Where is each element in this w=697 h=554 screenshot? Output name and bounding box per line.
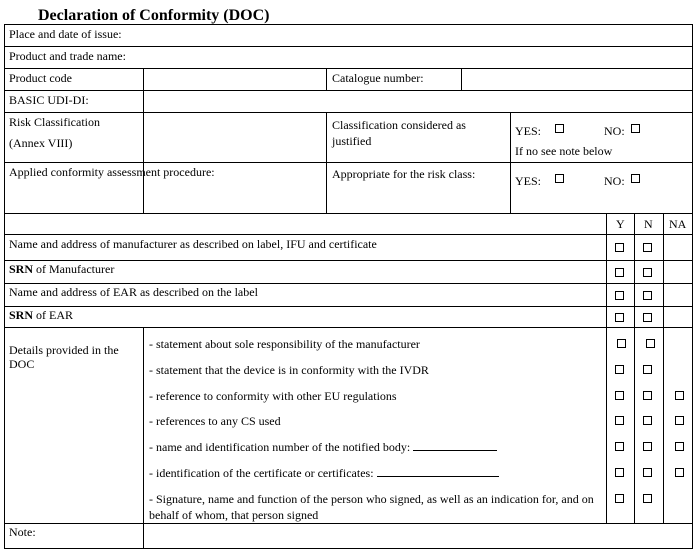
applied-procedure-label: Applied conformity assessment procedure: — [9, 165, 215, 179]
notified-body-blank-line[interactable] — [413, 440, 497, 451]
srn-manufacturer-rest: of Manufacturer — [33, 262, 115, 276]
place-date-label: Place and date of issue: — [9, 27, 122, 41]
product-trade-name-label: Product and trade name: — [9, 49, 126, 63]
detail-item-text: - name and identification number of the notified body: — [149, 440, 411, 454]
classification-justified-label: Classification considered as justified — [332, 118, 466, 148]
row-divider — [4, 112, 693, 113]
detail-item — [149, 440, 497, 454]
srn-ear-bold: SRN — [9, 308, 34, 322]
srn-ear-n-checkbox[interactable] — [643, 313, 652, 322]
row-divider — [4, 283, 693, 284]
detail-item-n-checkbox[interactable] — [643, 468, 652, 477]
detail-item-y-checkbox[interactable] — [615, 468, 624, 477]
detail-item-na-checkbox[interactable] — [675, 391, 684, 400]
table-border-right — [692, 24, 693, 549]
appropriate-risk-label: Appropriate for the risk class: — [332, 167, 476, 181]
detail-item-y-checkbox[interactable] — [617, 339, 626, 348]
detail-item-n-checkbox[interactable] — [643, 416, 652, 425]
detail-item-y-checkbox[interactable] — [615, 365, 624, 374]
srn-ear-y-checkbox[interactable] — [615, 313, 624, 322]
appropriate-yes-checkbox[interactable] — [555, 174, 564, 183]
detail-item-n-checkbox[interactable] — [643, 365, 652, 374]
no-note-label: If no see note below — [515, 144, 613, 158]
detail-item-n-checkbox[interactable] — [643, 494, 652, 503]
detail-item-na-checkbox[interactable] — [675, 468, 684, 477]
appropriate-no-label: NO: — [604, 174, 625, 188]
row-divider — [4, 213, 693, 214]
detail-item: - statement that the device is in conformity with the IVDR — [149, 363, 429, 377]
detail-item: - Signature, name and function of the person who signed, as well as an indication for, and on behalf of whom, that person signed — [149, 492, 594, 522]
row-divider — [4, 68, 693, 69]
row-divider — [4, 234, 693, 235]
certificate-blank-line[interactable] — [377, 466, 499, 477]
column-header-na: NA — [669, 217, 687, 231]
appropriate-yes-label: YES: — [515, 174, 542, 188]
row-divider — [4, 306, 693, 307]
row-divider — [4, 260, 693, 261]
detail-item-na-checkbox[interactable] — [675, 442, 684, 451]
row-divider — [4, 46, 693, 47]
srn-manufacturer-bold: SRN — [9, 262, 34, 276]
manufacturer-address-y-checkbox[interactable] — [615, 243, 624, 252]
col-divider — [510, 112, 511, 213]
col-divider — [606, 213, 607, 523]
justified-yes-checkbox[interactable] — [555, 124, 564, 133]
justified-yes-label: YES: — [515, 124, 542, 138]
detail-item: - statement about sole responsibility of the manufacturer — [149, 337, 420, 351]
srn-manufacturer-y-checkbox[interactable] — [615, 268, 624, 277]
row-divider — [4, 523, 693, 524]
details-label: Details provided in the DOC — [9, 343, 119, 371]
risk-annex-label: (Annex VIII) — [9, 136, 73, 150]
col-divider — [663, 213, 664, 523]
detail-item-n-checkbox[interactable] — [643, 442, 652, 451]
ear-address-label: Name and address of EAR as described on the label — [9, 285, 258, 299]
table-border-top — [4, 24, 693, 25]
product-code-label: Product code — [9, 71, 72, 85]
column-header-y: Y — [616, 217, 625, 231]
row-divider — [4, 90, 693, 91]
document-title: Declaration of Conformity (DOC) — [38, 7, 270, 24]
detail-item: - reference to conformity with other EU regulations — [149, 389, 397, 403]
justified-no-checkbox[interactable] — [631, 124, 640, 133]
col-divider — [326, 112, 327, 213]
basic-udi-label: BASIC UDI-DI: — [9, 93, 89, 107]
appropriate-no-checkbox[interactable] — [631, 174, 640, 183]
manufacturer-address-label: Name and address of manufacturer as described on label, IFU and certificate — [9, 237, 377, 251]
justified-no-label: NO: — [604, 124, 625, 138]
detail-item-n-checkbox[interactable] — [646, 339, 655, 348]
row-divider — [4, 162, 693, 163]
ear-address-y-checkbox[interactable] — [615, 291, 624, 300]
table-border-bottom — [4, 548, 693, 549]
detail-item-na-checkbox[interactable] — [675, 416, 684, 425]
detail-item-y-checkbox[interactable] — [615, 442, 624, 451]
catalogue-number-label: Catalogue number: — [332, 71, 424, 85]
risk-classification-label: Risk Classification — [9, 115, 100, 129]
row-divider — [4, 327, 693, 328]
srn-manufacturer-n-checkbox[interactable] — [643, 268, 652, 277]
detail-item — [149, 466, 499, 480]
col-divider — [143, 327, 144, 549]
detail-item-text: - identification of the certificate or certificates: — [149, 466, 374, 480]
table-border-left — [4, 24, 5, 549]
detail-item-y-checkbox[interactable] — [615, 494, 624, 503]
col-divider — [143, 68, 144, 213]
srn-ear-label — [9, 308, 73, 322]
manufacturer-address-n-checkbox[interactable] — [643, 243, 652, 252]
col-divider — [326, 68, 327, 90]
detail-item-n-checkbox[interactable] — [643, 391, 652, 400]
detail-item: - references to any CS used — [149, 414, 281, 428]
detail-item-y-checkbox[interactable] — [615, 391, 624, 400]
column-header-n: N — [644, 217, 653, 231]
srn-ear-rest: of EAR — [33, 308, 74, 322]
col-divider — [461, 68, 462, 90]
detail-item-y-checkbox[interactable] — [615, 416, 624, 425]
col-divider — [634, 213, 635, 523]
srn-manufacturer-label — [9, 262, 114, 276]
note-label: Note: — [9, 525, 36, 539]
ear-address-n-checkbox[interactable] — [643, 291, 652, 300]
